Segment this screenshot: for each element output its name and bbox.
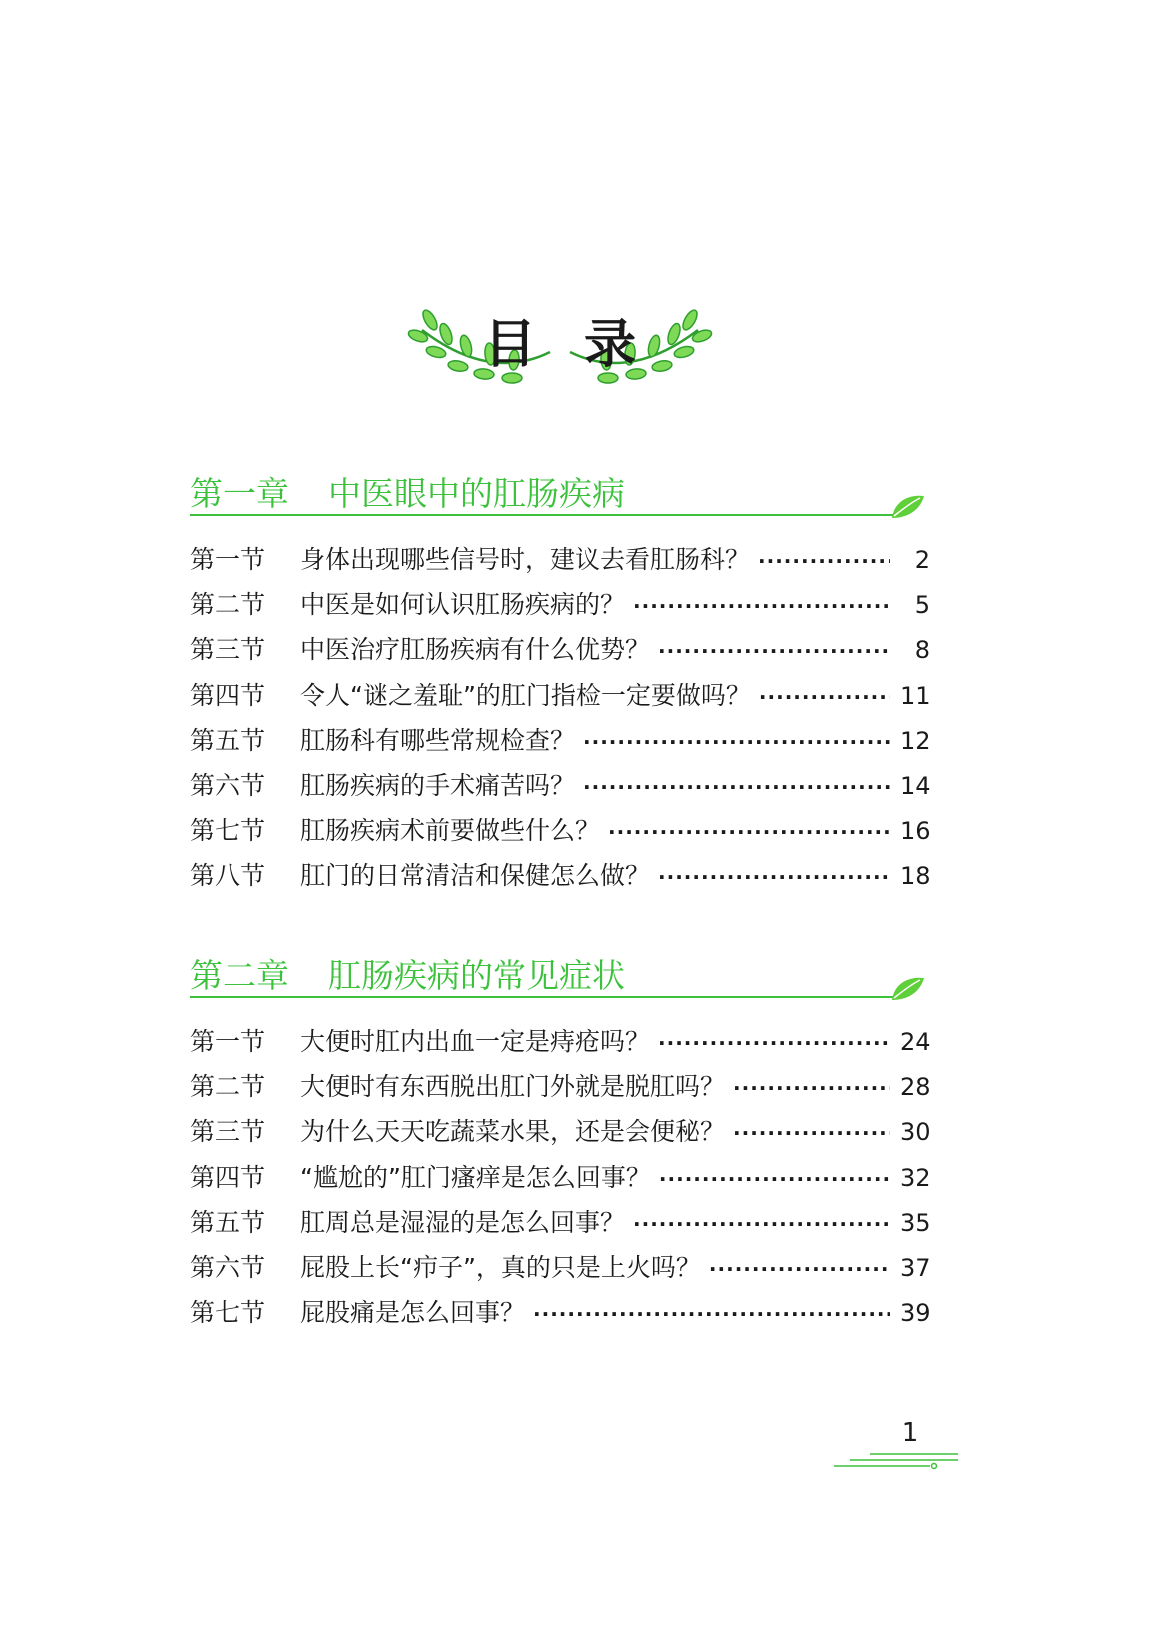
page-ref: 5 bbox=[914, 591, 930, 620]
page-ref: 11 bbox=[900, 681, 931, 710]
dot-leader bbox=[659, 1167, 890, 1191]
dot-leader bbox=[658, 865, 890, 889]
dot-leader bbox=[733, 1076, 890, 1100]
section-label: 第二节 bbox=[190, 590, 266, 620]
section-title: 肛周总是湿湿的是怎么回事？ bbox=[300, 1207, 626, 1237]
dot-leader bbox=[733, 1121, 890, 1145]
section-title: 屁股上长“疖子”，真的只是上火吗？ bbox=[300, 1252, 701, 1282]
toc-entry[interactable] bbox=[190, 1158, 930, 1203]
page-ref: 8 bbox=[914, 636, 930, 665]
section-title: 大便时肛内出血一定是痔疮吗？ bbox=[300, 1027, 651, 1056]
chapter-heading bbox=[190, 944, 930, 1000]
leaf-icon bbox=[890, 492, 926, 520]
dot-leader bbox=[709, 1257, 890, 1281]
section-title: “尴尬的”肛门瘙痒是怎么回事？ bbox=[300, 1162, 651, 1192]
toc-entry[interactable] bbox=[190, 1203, 930, 1248]
section-label: 第五节 bbox=[190, 725, 266, 755]
leaf-icon bbox=[890, 974, 926, 1002]
section-label: 第一节 bbox=[190, 545, 266, 574]
chapter-2 bbox=[190, 944, 930, 1338]
chapter-name: 中医眼中的肛肠疾病 bbox=[328, 474, 625, 513]
dot-leader bbox=[658, 639, 890, 663]
dot-leader bbox=[533, 1302, 890, 1326]
footer-lines-icon bbox=[830, 1450, 960, 1474]
toc-entry[interactable] bbox=[190, 856, 930, 901]
page-ref: 14 bbox=[900, 771, 931, 800]
section-title: 为什么天天吃蔬菜水果，还是会便秘？ bbox=[300, 1117, 726, 1147]
chapter-divider bbox=[190, 514, 895, 516]
section-title: 中医是如何认识肛肠疾病的？ bbox=[300, 590, 626, 620]
section-label: 第七节 bbox=[190, 1298, 266, 1328]
toc-entry[interactable] bbox=[190, 676, 930, 721]
section-label: 第一节 bbox=[190, 1027, 266, 1056]
page-ref: 39 bbox=[900, 1299, 931, 1328]
page-ref: 12 bbox=[900, 726, 931, 755]
chapter-heading bbox=[190, 462, 930, 518]
toc-title-block bbox=[400, 290, 720, 410]
page-title: 目录 bbox=[483, 314, 684, 375]
page-ref: 32 bbox=[900, 1163, 931, 1192]
chapter-divider bbox=[190, 996, 895, 998]
page-ref: 28 bbox=[900, 1073, 931, 1102]
section-label: 第三节 bbox=[190, 635, 266, 665]
dot-leader bbox=[658, 1031, 890, 1055]
toc-entry[interactable] bbox=[190, 766, 930, 811]
toc-entry[interactable] bbox=[190, 585, 930, 630]
section-label: 第六节 bbox=[190, 770, 266, 800]
section-title: 大便时有东西脱出肛门外就是脱肛吗？ bbox=[300, 1072, 726, 1102]
toc-entry[interactable] bbox=[190, 1022, 930, 1067]
chapter-number: 第一章 bbox=[190, 474, 289, 513]
page-ref: 18 bbox=[900, 862, 931, 891]
section-label: 第二节 bbox=[190, 1072, 266, 1102]
dot-leader bbox=[583, 730, 890, 754]
section-title: 肛肠疾病术前要做些什么？ bbox=[300, 816, 601, 846]
section-label: 第五节 bbox=[190, 1207, 266, 1237]
toc-entry[interactable] bbox=[190, 630, 930, 675]
toc-entry[interactable] bbox=[190, 811, 930, 856]
section-label: 第四节 bbox=[190, 1162, 266, 1192]
toc-entry[interactable] bbox=[190, 1067, 930, 1112]
section-label: 第七节 bbox=[190, 816, 266, 846]
dot-leader bbox=[633, 594, 890, 618]
page-ref: 24 bbox=[900, 1028, 931, 1056]
page-ref: 35 bbox=[900, 1208, 931, 1237]
chapter-number: 第二章 bbox=[190, 956, 289, 995]
section-title: 肛肠疾病的手术痛苦吗？ bbox=[300, 770, 576, 800]
section-list bbox=[190, 540, 930, 902]
toc-entry[interactable] bbox=[190, 1112, 930, 1157]
toc-entry[interactable] bbox=[190, 1248, 930, 1293]
page-number: 1 bbox=[901, 1418, 919, 1448]
section-title: 屁股痛是怎么回事？ bbox=[300, 1298, 526, 1328]
toc-entry[interactable] bbox=[190, 1293, 930, 1338]
page-ref: 16 bbox=[900, 817, 931, 846]
dot-leader bbox=[633, 1212, 890, 1236]
section-title: 肛肠科有哪些常规检查？ bbox=[300, 725, 576, 755]
toc-entry[interactable] bbox=[190, 721, 930, 766]
section-title: 肛门的日常清洁和保健怎么做？ bbox=[300, 861, 651, 891]
section-title: 中医治疗肛肠疾病有什么优势？ bbox=[300, 635, 651, 665]
dot-leader bbox=[608, 820, 890, 844]
page-ref: 30 bbox=[900, 1118, 931, 1147]
page-ref: 2 bbox=[914, 546, 930, 574]
chapter-name: 肛肠疾病的常见症状 bbox=[328, 956, 625, 995]
section-title: 身体出现哪些信号时，建议去看肛肠科？ bbox=[300, 545, 751, 574]
section-label: 第三节 bbox=[190, 1117, 266, 1147]
dot-leader bbox=[758, 549, 890, 573]
section-list bbox=[190, 1022, 930, 1338]
dot-leader bbox=[583, 775, 890, 799]
section-title: 令人“谜之羞耻”的肛门指检一定要做吗？ bbox=[300, 680, 751, 710]
chapter-1 bbox=[190, 462, 930, 902]
section-label: 第六节 bbox=[190, 1252, 266, 1282]
dot-leader bbox=[759, 685, 890, 709]
section-label: 第八节 bbox=[190, 861, 266, 891]
section-label: 第四节 bbox=[190, 680, 266, 710]
toc-entry[interactable] bbox=[190, 540, 930, 585]
page-ref: 37 bbox=[900, 1253, 931, 1282]
